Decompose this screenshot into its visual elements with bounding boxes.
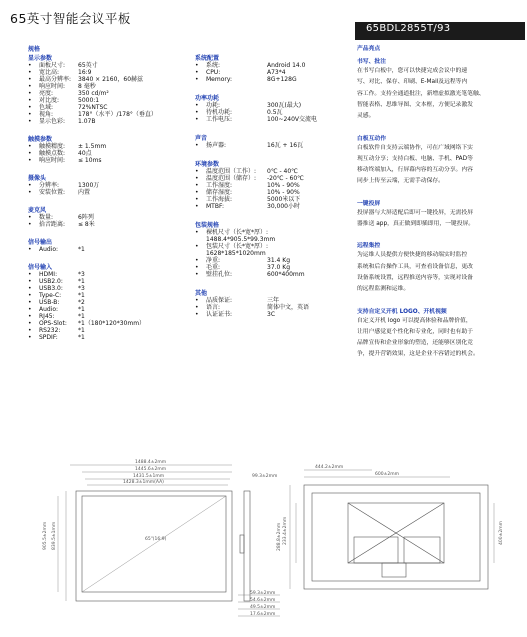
- highlight-text: 同步上传至云端，无需手动保存。: [357, 178, 444, 185]
- highlight-text: 容工作。支持全通道批注，新增虚拟激光笔笔触、: [357, 90, 485, 97]
- bullet-icon: •: [195, 257, 199, 264]
- model-number: 65BDL2855T/93: [366, 23, 451, 34]
- spec-label: 语言:: [206, 304, 221, 311]
- bullet-icon: •: [195, 168, 199, 175]
- spec-heading: 规格: [28, 46, 41, 53]
- spec-value: 8G+128G: [267, 76, 297, 83]
- spec-label: 显示色彩:: [39, 118, 66, 125]
- spec-value: 300瓦(最大): [267, 102, 302, 109]
- spec-value: *1: [78, 334, 85, 341]
- spec-label: 色域:: [39, 104, 54, 111]
- bullet-icon: •: [195, 311, 199, 318]
- spec-value: *1: [78, 278, 85, 285]
- highlight-text: 为运维人员提供方便快捷的移动端实时监控: [357, 252, 468, 259]
- bullet-icon: •: [195, 62, 199, 69]
- highlight-title: 支持自定义开机 LOGO、开机视频: [357, 308, 447, 315]
- highlight-text: 器推送 app，真正做到即插即用，一键投屏。: [357, 221, 475, 227]
- side-dim-4: 17.6±2mm: [250, 612, 276, 617]
- highlight-text: 写、对比、保存、印刷、E-Mail及远程等内: [357, 79, 468, 86]
- bullet-icon: •: [195, 102, 199, 109]
- spec-label: Type-C:: [39, 292, 62, 299]
- highlight-text: 自定义开机 logo 可以提高体验和品牌价值，: [357, 317, 472, 324]
- side-dim-3: 49.5±2mm: [250, 605, 276, 610]
- bullet-icon: •: [195, 76, 199, 83]
- spec-value: ± 1.5mm: [78, 143, 107, 150]
- spec-label: 裸机尺寸（长*宽*厚）:: [206, 229, 269, 236]
- spec-value: 100~240V交流电: [267, 116, 318, 123]
- bullet-icon: •: [28, 182, 32, 189]
- spec-label: Audio:: [39, 306, 59, 313]
- spec-label: 工作湿度:: [206, 182, 233, 189]
- spec-value: 5000米以下: [267, 196, 301, 203]
- spec-label: 毛重:: [206, 264, 221, 271]
- spec-label: OPS-Slot:: [39, 320, 67, 327]
- spec-value: 178°（水平）/178°（垂直）: [78, 111, 157, 118]
- bullet-icon: •: [195, 189, 199, 196]
- rear-dim-3: 233.4±2mm: [283, 516, 288, 545]
- spec-value: 0.5瓦: [267, 109, 283, 116]
- spec-value: 3C: [267, 311, 276, 318]
- spec-value: *1: [78, 246, 85, 253]
- spec-label: 响应时间:: [39, 157, 66, 164]
- spec-value: *1: [78, 306, 85, 313]
- bullet-icon: •: [28, 320, 32, 327]
- front-vdim-1: 839.5±1mm: [52, 521, 57, 550]
- spec-value: 31.4 Kg: [267, 257, 291, 264]
- front-dim-3: 1428.3±1mm(AA): [123, 480, 164, 485]
- spec-label: 数量:: [39, 214, 54, 221]
- front-dim-1: 1445.6±2mm: [135, 467, 167, 472]
- spec-label: 面板尺寸:: [39, 62, 66, 69]
- spec-label: USB3.0:: [39, 285, 63, 292]
- spec-value: *1: [78, 327, 85, 334]
- bullet-icon: •: [195, 109, 199, 116]
- side-view-drawing: [238, 473, 280, 617]
- bullet-icon: •: [28, 76, 32, 83]
- spec-label: 壁挂孔位:: [206, 271, 233, 278]
- spec-label: 安装位置:: [39, 189, 66, 196]
- spec-value: 600*400mm: [267, 271, 305, 278]
- section-heading: 麦克风: [28, 207, 47, 214]
- spec-label: SPDIF:: [39, 334, 58, 341]
- spec-label: 拾音距离:: [39, 221, 66, 228]
- highlight-text: 投屏器与大屏适配后即可一键投屏，无需投屏: [357, 209, 473, 216]
- spec-value: 350 cd/m²: [78, 90, 109, 97]
- rear-view-drawing: [276, 464, 504, 589]
- highlight-text: 品牌宣传和企业形象的塑造，还能够区别化竞: [357, 340, 473, 347]
- spec-label: 分辨率:: [39, 182, 60, 189]
- bullet-icon: •: [195, 142, 199, 149]
- spec-label: 视角:: [39, 111, 54, 118]
- spec-value: 8 毫秒: [78, 83, 96, 90]
- highlight-text: 争，提升营销效果，这是企业不容错过的机会。: [357, 351, 479, 358]
- spec-value: 3840 × 2160，60赫兹: [78, 76, 144, 83]
- section-heading: 环境参数: [195, 161, 220, 168]
- bullet-icon: •: [28, 157, 32, 164]
- highlight-title: 一键投屏: [357, 200, 381, 207]
- spec-value: *1: [78, 292, 85, 299]
- dimension-drawings: [0, 455, 527, 637]
- bullet-icon: •: [28, 69, 32, 76]
- spec-value: 37.0 Kg: [267, 264, 291, 271]
- spec-label: 温度范围（工作）:: [206, 168, 257, 175]
- spec-value: 10% - 90%: [267, 182, 300, 189]
- side-dim-2: 54.6±2mm: [250, 598, 276, 603]
- bullet-icon: •: [28, 111, 32, 118]
- spec-value: 72%NTSC: [78, 104, 108, 111]
- spec-label: 工作电压:: [206, 116, 233, 123]
- side-dim-0: 99.3±2mm: [252, 474, 278, 479]
- spec-value: 0℃ - 40℃: [267, 168, 298, 175]
- bullet-icon: •: [195, 203, 199, 210]
- bullet-icon: •: [28, 189, 32, 196]
- bullet-icon: •: [195, 304, 199, 311]
- page-title: 65英寸智能会议平板: [10, 11, 131, 26]
- highlight-text: 设备系统设置，远程推送内容等，实现对设备: [357, 274, 473, 281]
- bullet-icon: •: [28, 143, 32, 150]
- spec-label: USB2.0:: [39, 278, 63, 285]
- bullet-icon: •: [28, 271, 32, 278]
- spec-value: 1.07B: [78, 118, 96, 125]
- bullet-icon: •: [195, 229, 199, 236]
- spec-value: 内置: [78, 189, 91, 196]
- rear-dim-0: 444.2±2mm: [315, 465, 344, 470]
- spec-label: 响应时间:: [39, 83, 66, 90]
- highlight-text: 智能表格、思维导图、文本框，方便记录激发: [357, 101, 473, 108]
- section-heading: 声音: [195, 135, 208, 142]
- spec-label: 认证证书:: [206, 311, 233, 318]
- bullet-icon: •: [195, 175, 199, 182]
- highlight-title: 远程集控: [357, 243, 381, 250]
- section-heading: 显示参数: [28, 55, 53, 62]
- spec-label: 触摸点数:: [39, 150, 66, 157]
- bullet-icon: •: [28, 62, 32, 69]
- bullet-icon: •: [28, 327, 32, 334]
- bullet-icon: •: [28, 97, 32, 104]
- bullet-icon: •: [28, 221, 32, 228]
- spec-value: 16瓦 + 16瓦: [267, 142, 304, 149]
- bullet-icon: •: [28, 118, 32, 125]
- section-heading: 信号输出: [28, 239, 53, 246]
- highlight-text: 在书写白板中，您可以快捷完成会议中的速: [357, 68, 468, 74]
- diag-label: 65"(16:9): [145, 537, 167, 542]
- front-dim-0: 1488.4±2mm: [135, 460, 167, 465]
- bullet-icon: •: [195, 196, 199, 203]
- spec-value: 10% - 90%: [267, 189, 300, 196]
- highlight-text: 让用户感觉更个性化和专业化，同时也有助于: [357, 328, 473, 335]
- spec-value: 5000:1: [78, 97, 100, 104]
- bullet-icon: •: [28, 150, 32, 157]
- spec-label: Audio:: [39, 246, 59, 253]
- spec-value: 6阵列: [78, 214, 94, 221]
- spec-label: 宽比高:: [39, 69, 60, 76]
- section-heading: 包装规格: [195, 222, 220, 229]
- rear-dim-4: 288.8±2mm: [277, 522, 282, 551]
- rear-dim-2: 400±2mm: [499, 521, 504, 545]
- spec-label: 温度范围（储存）:: [206, 175, 257, 182]
- spec-label: 对比度:: [39, 97, 60, 104]
- spec-label: 触摸精度:: [39, 143, 66, 150]
- bullet-icon: •: [195, 297, 199, 304]
- spec-label: RS232:: [39, 327, 61, 334]
- spec-value: 1488.4*905.5*99.3mm: [206, 236, 276, 243]
- bullet-icon: •: [195, 69, 199, 76]
- front-vdim-0: 905.5±2mm: [43, 521, 48, 550]
- spec-label: MTBF:: [206, 203, 224, 210]
- spec-value: Android 14.0: [267, 62, 306, 69]
- bullet-icon: •: [28, 313, 32, 320]
- spec-label: USB-B:: [39, 299, 60, 306]
- section-heading: 摄像头: [28, 175, 47, 182]
- bullet-icon: •: [28, 334, 32, 341]
- highlight-text: 灵感。: [357, 113, 375, 120]
- bullet-icon: •: [195, 182, 199, 189]
- spec-value: -20℃ - 60℃: [267, 175, 304, 182]
- bullet-icon: •: [28, 299, 32, 306]
- bullet-icon: •: [195, 264, 199, 271]
- spec-value: 三年: [267, 297, 280, 304]
- spec-label: 扬声器:: [206, 142, 227, 149]
- highlight-text: 现互动分享；支持白板、电脑、手机、PAD等: [357, 155, 473, 162]
- section-heading: 系统配置: [195, 55, 220, 62]
- spec-label: 功耗:: [206, 102, 221, 109]
- spec-value: ≤ 8米: [78, 221, 95, 228]
- spec-label: CPU:: [206, 69, 221, 76]
- bullet-icon: •: [28, 214, 32, 221]
- spec-label: 亮度:: [39, 90, 54, 97]
- front-view-drawing: [42, 459, 232, 601]
- section-heading: 其他: [195, 290, 208, 297]
- spec-value: *2: [78, 299, 85, 306]
- bullet-icon: •: [28, 90, 32, 97]
- bullet-icon: •: [195, 243, 199, 250]
- highlight-text: 的远程监测和运维。: [357, 286, 410, 293]
- spec-value: ≤ 10ms: [78, 157, 102, 164]
- spec-label: 净重:: [206, 257, 221, 264]
- spec-label: HDMI:: [39, 271, 58, 278]
- spec-value: 30,000小时: [267, 203, 300, 210]
- side-dim-1: 59.3±2mm: [250, 591, 276, 596]
- bullet-icon: •: [195, 271, 199, 278]
- spec-value: *3: [78, 285, 85, 292]
- spec-label: 储存湿度:: [206, 189, 233, 196]
- spec-label: 包装尺寸（长*宽*厚）:: [206, 243, 269, 250]
- front-dim-2: 1431.5±1mm: [133, 474, 165, 479]
- spec-value: 1628*185*1020mm: [206, 250, 266, 257]
- spec-label: 系统:: [206, 62, 221, 69]
- highlight-title: 白板互动作: [357, 135, 386, 142]
- spec-label: RJ45:: [39, 313, 55, 320]
- highlight-text: 移动终端加入，行屏幕内容的互动分享。内容: [357, 167, 473, 174]
- highlight-title: 书写、批注: [357, 59, 386, 65]
- bullet-icon: •: [28, 278, 32, 285]
- bullet-icon: •: [28, 285, 32, 292]
- section-heading: 功率功耗: [195, 95, 220, 102]
- bullet-icon: •: [28, 83, 32, 90]
- bullet-icon: •: [195, 116, 199, 123]
- spec-label: 品质保证:: [206, 297, 233, 304]
- bullet-icon: •: [28, 246, 32, 253]
- highlight-text: 系统和后台操作工具，可查看设备信息，更改: [357, 263, 473, 270]
- bullet-icon: •: [28, 104, 32, 111]
- spec-value: *3: [78, 271, 85, 278]
- spec-label: 工作海拔:: [206, 196, 233, 203]
- rear-dim-1: 600±2mm: [375, 472, 399, 477]
- spec-value: 40点: [78, 150, 92, 157]
- highlight-text: 白板软件自支持云端协作，可在广域网络下实: [357, 144, 473, 151]
- bullet-icon: •: [28, 306, 32, 313]
- spec-value: 1300万: [78, 182, 100, 189]
- spec-value: *1（180*120*30mm）: [78, 320, 146, 327]
- spec-value: 65英寸: [78, 62, 98, 69]
- spec-value: *1: [78, 313, 85, 320]
- highlights-heading: 产品亮点: [357, 46, 381, 52]
- spec-label: 最高分辨率:: [39, 76, 72, 83]
- spec-value: 简体中文，英语: [267, 304, 310, 311]
- spec-value: 16:9: [78, 69, 92, 76]
- spec-label: Memory:: [206, 76, 232, 83]
- bullet-icon: •: [28, 292, 32, 299]
- spec-value: A73*4: [267, 69, 286, 76]
- section-heading: 触摸参数: [28, 136, 53, 143]
- spec-label: 待机功耗:: [206, 109, 233, 116]
- section-heading: 信号输入: [28, 264, 53, 271]
